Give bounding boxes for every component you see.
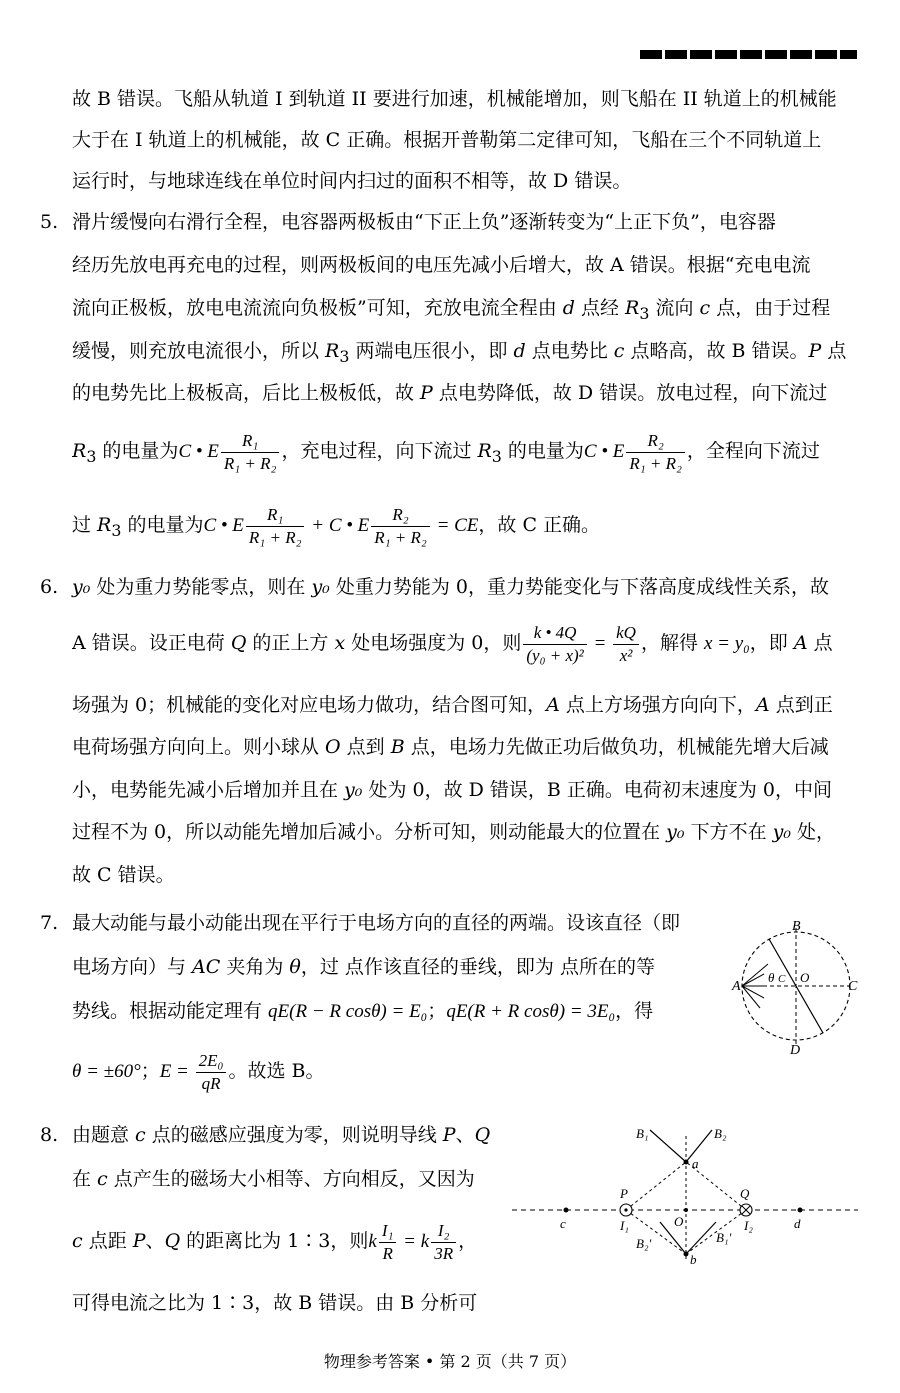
q8-line-3: c 点距 P、Q 的距离比为 1∶3，则k $\frac{\text{I₁}}{R}$ = k $\frac{\text{I₂}}{3R}$ ， <box>72 1220 478 1263</box>
q8-line-4: 可得电流之比为 1∶3，故 B 错误。由 B 分析可 <box>72 1292 478 1314</box>
q4-line-1: 故 B 错误。飞船从轨道 I 到轨道 II 要进行加速，机械能增加，则飞船在 II 轨道上的机械能 <box>72 88 837 110</box>
q5-line-1: 5. 滑片缓慢向右滑行全程，电容器两极板由“下正上负”逐渐转变为“上正下负”，电容器 <box>40 207 856 237</box>
q5-line-4: 缓慢，则充放电流很小，所以 $R_3$ 两端电压很小，即 d 点电势比 c 点略高，故 B 错误。P 点 <box>72 340 847 366</box>
fraction-i1: $\frac{\text{I₁}}{R}$ <box>379 1220 397 1265</box>
q8-number: 8. <box>40 1124 59 1146</box>
header-decoration-bar <box>640 50 857 59</box>
q7-circle-diagram <box>728 916 863 1056</box>
label-b: B <box>792 919 801 934</box>
fraction-i2: $\frac{\text{I₂}}{3R}$ <box>431 1220 456 1265</box>
wire-p-dot <box>624 1208 627 1211</box>
q6-line-1: 6. y₀ 处为重力势能零点，则在 y₀ 处重力势能为 0，重力势能变化与下落高度成线性关系，故 <box>40 572 856 602</box>
label-o: O <box>674 1214 684 1229</box>
label-b1: B₁ <box>636 1126 649 1141</box>
label-b1p: B₁′ <box>716 1230 732 1245</box>
q5-number: 5. <box>40 211 59 233</box>
label-theta: θ <box>768 970 775 985</box>
q7-line-4: θ = ±60°；E = $\frac{\text{2E₀}}{qR}$ 。故选 B。 <box>72 1050 325 1093</box>
arrow-4 <box>742 986 764 998</box>
label-d: d <box>794 1216 801 1231</box>
vector-b2 <box>686 1130 712 1162</box>
label-b: b <box>690 1252 697 1267</box>
q6-line-7: 故 C 错误。 <box>72 864 175 886</box>
q4-line-2: 大于在 I 轨道上的机械能，故 C 正确。根据开普勒第二定律可知，飞船在三个不同轨道上 <box>72 129 822 151</box>
label-q: Q <box>740 1186 750 1201</box>
vector-b1p <box>686 1222 716 1254</box>
point-d <box>798 1208 803 1213</box>
label-i1: I₁ <box>620 1218 629 1233</box>
q7-line-2: 电场方向）与 AC 夹角为 θ，过 点作该直径的垂线，即为 点所在的等 <box>72 956 655 978</box>
q5-line-7: 过 $R_3$ 的电量为C • E $\frac{\text{R₁}}{\text{R₁ + R₂}}$ + C • E $\frac{\text{R₂}}{\text{R₁ + R₂}}$ = CE，故 C 正确。 <box>72 504 601 547</box>
label-center-c: C <box>778 973 786 985</box>
vector-b1 <box>650 1130 686 1162</box>
point-b <box>684 1252 689 1257</box>
q8-line-1: 8. 由题意 c 点的磁感应强度为零，则说明导线 P、Q <box>40 1120 512 1150</box>
label-i2: I₂ <box>744 1218 753 1233</box>
fraction-e: $\frac{\text{2E₀}}{qR}$ <box>196 1050 227 1095</box>
q6-line-3: 场强为 0；机械能的变化对应电场力做功，结合图可知，A 点上方场强方向向下，A 点到正 <box>72 694 833 716</box>
q8-line-2: 在 c 点产生的磁场大小相等、方向相反，又因为 <box>72 1168 475 1190</box>
fraction-r2: $\frac{\text{R₂}}{\text{R₁ + R₂}}$ <box>626 430 685 475</box>
q5-line-5: 的电势先比上极板高，后比上极板低，故 P 点电势降低，故 D 错误。放电过程，向下流过 <box>72 382 828 404</box>
q8-wire-diagram <box>510 1118 860 1268</box>
label-o: O <box>800 970 810 985</box>
fraction-field-2: $\frac{kQ}{\text{x²}}$ <box>613 622 639 667</box>
fraction-r1b: $\frac{\text{R₁}}{\text{R₁ + R₂}}$ <box>246 504 305 549</box>
fraction-r1: $\frac{\text{R₁}}{\text{R₁ + R₂}}$ <box>221 430 280 475</box>
label-b2: B₂ <box>714 1126 727 1141</box>
q5-line-6: $R_3$ 的电量为C • E $\frac{\text{R₁}}{\text{R₁ + R₂}}$ ，充电过程，向下流过 $R_3$ 的电量为C • E $\frac{\text{R₂}}{\text{R₁ + R₂}}$ ，全程向下流过 <box>72 430 820 473</box>
q6-number: 6. <box>40 576 59 598</box>
label-p: P <box>620 1186 628 1201</box>
label-c: c <box>560 1216 566 1231</box>
arrow-1 <box>742 964 768 986</box>
q6-line-5: 小，电势能先减小后增加并且在 y₀ 处为 0，故 D 错误，B 正确。电荷初末速度为 0，中间 <box>72 779 833 801</box>
label-a: a <box>692 1156 699 1171</box>
label-a: A <box>732 979 741 994</box>
page-footer: 物理参考答案 • 第 2 页（共 7 页） <box>323 1352 577 1371</box>
q4-line-3: 运行时，与地球连线在单位时间内扫过的面积不相等，故 D 错误。 <box>72 170 632 192</box>
point-o <box>684 1208 688 1212</box>
q6-line-4: 电荷场强方向向上。则小球从 O 点到 B 点，电场力先做正功后做负功，机械能先增大后减 <box>72 736 829 758</box>
q7-line-1: 7. 最大动能与最小动能出现在平行于电场方向的直径的两端。设该直径（即 <box>40 908 722 938</box>
label-c: C <box>848 979 858 994</box>
point-a <box>684 1160 689 1165</box>
label-d: D <box>790 1043 801 1056</box>
fraction-r2b: $\frac{\text{R₂}}{\text{R₁ + R₂}}$ <box>371 504 430 549</box>
point-c <box>564 1208 569 1213</box>
q5-line-3: 流向正极板，放电电流流向负极板”可知，充放电流全程由 d 点经 $R_3$ 流向 c 点，由于过程 <box>72 297 831 323</box>
q5-line-2: 经历先放电再充电的过程，则两极板间的电压先减小后增大，故 A 错误。根据“充电电流 <box>72 254 811 276</box>
q6-line-6: 过程不为 0，所以动能先增加后减小。分析可知，则动能最大的位置在 y₀ 下方不在 y₀ 处， <box>72 821 836 843</box>
arrow-5 <box>742 986 760 1008</box>
q7-line-3: 势线。根据动能定理有 qE(R − R cosθ) = E₀；qE(R + R cosθ) = 3E₀，得 <box>72 1000 654 1022</box>
arrow-2 <box>742 974 764 986</box>
label-b2p: B₂′ <box>636 1236 652 1251</box>
q6-line-2: A 错误。设正电荷 Q 的正上方 x 处电场强度为 0，则 $\frac{k • 4Q}{\text{(y₀ + x)²}}$ = $\frac{kQ}{\text{x²}}$ ，解得 x = y₀，即 A 点 <box>72 622 833 665</box>
fraction-field-1: $\frac{k • 4Q}{\text{(y₀ + x)²}}$ <box>523 622 586 667</box>
p-to-a <box>626 1162 686 1210</box>
q7-number: 7. <box>40 912 59 934</box>
